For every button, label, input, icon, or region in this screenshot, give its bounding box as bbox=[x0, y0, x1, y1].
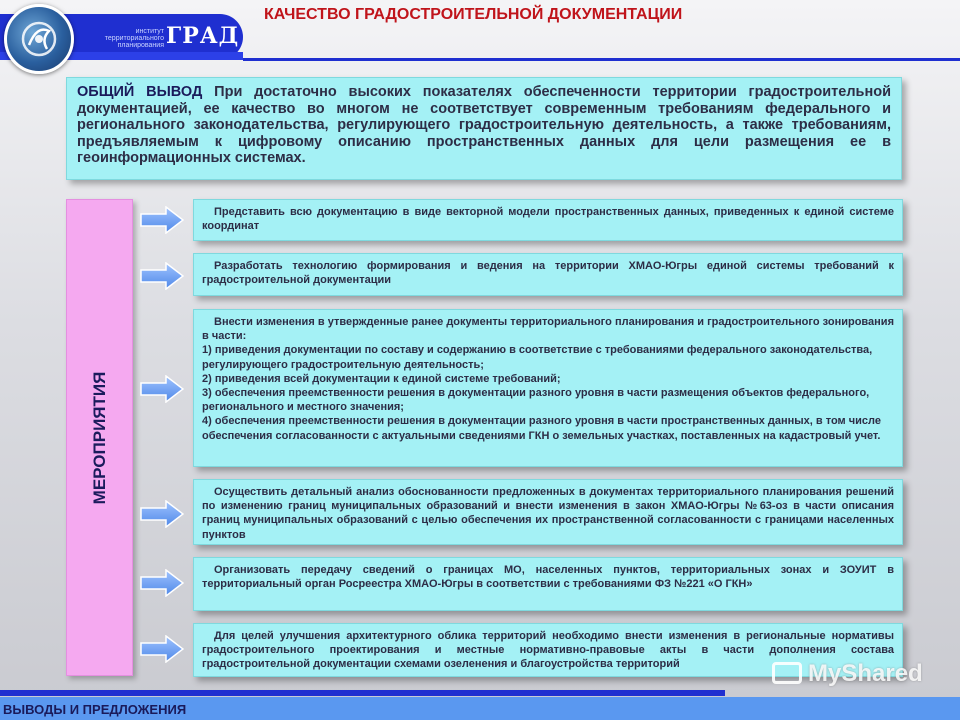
arrow-right-icon bbox=[140, 206, 184, 234]
action-item-text: Для целей улучшения архитектурного облика территорий необходимо внести изменения в региональные нормативы градостроительного проектирования и местные нормативно-правовые акты в части дополнения состава градостроительной документации схемами озеленения и благоустройства территорий bbox=[202, 630, 894, 671]
arrow-right-icon bbox=[140, 375, 184, 403]
action-item bbox=[193, 479, 903, 545]
logo-name: ГРАД bbox=[166, 23, 240, 49]
arrow-right-icon bbox=[140, 635, 184, 663]
logo-emblem-icon bbox=[4, 4, 74, 74]
arrow-right-icon bbox=[140, 569, 184, 597]
logo-subtitle-line: институт bbox=[135, 28, 164, 35]
action-item bbox=[193, 557, 903, 611]
actions-label bbox=[66, 199, 133, 676]
header-divider bbox=[243, 58, 960, 61]
watermark-text: MyShared bbox=[808, 660, 923, 687]
summary-text: При достаточно высоких показателях обеспеченности территории градостроительной документацией, ее качество во многом не соответствует современным требованиям федерального и регионального законодательства, регулирующего градостроительную деятельность, а также требованиям, предъявляемым к цифровому описанию пространственных данных для цели размещения ее в геоинформационных системах. bbox=[77, 84, 891, 166]
actions-label-text: МЕРОПРИЯТИЯ bbox=[89, 371, 109, 504]
action-item bbox=[193, 309, 903, 467]
summary-lead: ОБЩИЙ ВЫВОД bbox=[77, 84, 203, 100]
arrow-right-icon bbox=[140, 262, 184, 290]
footer-divider bbox=[0, 690, 725, 696]
action-item-text: Разработать технологию формирования и ведения на территории ХМАО-Югры единой системы требований к градостроительной документации bbox=[202, 260, 894, 287]
action-item-text: Представить всю документацию в виде векторной модели пространственных данных, приведенных к единой системе координат bbox=[202, 206, 894, 233]
page-title: КАЧЕСТВО ГРАДОСТРОИТЕЛЬНОЙ ДОКУМЕНТАЦИИ bbox=[264, 6, 683, 23]
logo-subtitle bbox=[90, 28, 164, 49]
logo-subtitle-line: планирования bbox=[117, 42, 164, 49]
watermark bbox=[772, 660, 923, 688]
action-subitem: 4) обеспечения преемственности решения в документации разного уровня в части пространственных данных, в том числе обеспечения согласованности с актуальными сведениями ГКН о земельных участках, поставленных на кадастровый учет. bbox=[202, 415, 881, 442]
action-item-text: Внести изменения в утвержденные ранее документы территориального планирования и градостроительного зонирования в части: bbox=[202, 316, 894, 343]
logo-subtitle-line: территориального bbox=[104, 35, 164, 42]
action-subitem: 3) обеспечения преемственности решения в документации разного уровня в части размещения объектов федерального, регионального и местного значения; bbox=[202, 387, 870, 414]
watermark-icon bbox=[772, 662, 802, 684]
action-subitem: 1) приведения документации по составу и содержанию в соответствие с требованиями федерального законодательства, регулирующего градостроительную деятельность; bbox=[202, 344, 873, 371]
action-item bbox=[193, 199, 903, 241]
action-item bbox=[193, 253, 903, 296]
arrow-right-icon bbox=[140, 500, 184, 528]
footer-title: ВЫВОДЫ И ПРЕДЛОЖЕНИЯ bbox=[3, 702, 187, 717]
summary-box bbox=[66, 77, 902, 180]
action-item-text: Осуществить детальный анализ обоснованности предложенных в документах территориального планирования решений по изменению границ муниципальных образований и внести изменения в закон ХМАО-Югры №63-оз в части описания границ муниципальных образований с целью обеспечения их пространственной согласованности с границами населенных пунктов bbox=[202, 486, 894, 541]
action-item-text: Организовать передачу сведений о границах МО, населенных пунктов, территориальных зонах и ЗОУИТ в территориальный орган Росреестра ХМАО-Югры в соответствии с требованиями ФЗ №221 «О ГКН» bbox=[202, 564, 894, 591]
action-subitem: 2) приведения всей документации к единой системе требований; bbox=[202, 372, 561, 385]
